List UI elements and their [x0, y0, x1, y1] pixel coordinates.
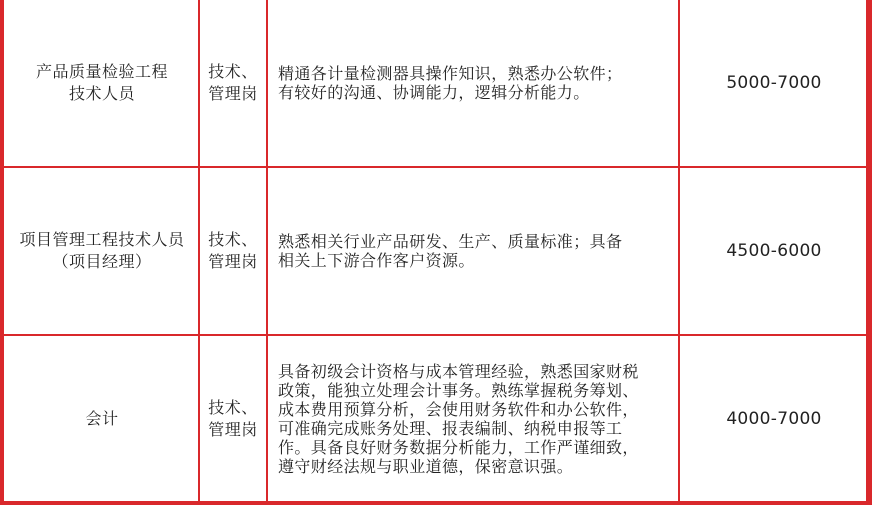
table-row — [4, 336, 866, 501]
category-cell — [200, 168, 266, 334]
column-divider — [198, 0, 200, 501]
column-divider — [678, 0, 680, 501]
salary-cell — [682, 0, 866, 166]
table-border-bottom — [0, 501, 872, 505]
category-line: 管理岗 — [208, 419, 258, 439]
requirements-cell — [270, 336, 678, 501]
requirements-cell — [270, 0, 678, 166]
position-line: （项目经理） — [52, 252, 152, 271]
requirements-line: 可准确完成账务处理、报表编制、纳税申报等工 — [278, 418, 623, 438]
salary-cell — [682, 336, 866, 501]
category-line: 技术、 — [208, 230, 258, 249]
requirements-line: 政策，能独立处理会计事务。熟练掌握税务筹划、 — [278, 380, 639, 400]
position-cell — [4, 0, 200, 166]
position-line: 产品质量检验工程 — [35, 62, 168, 81]
category-line: 技术、 — [208, 62, 258, 81]
category-cell — [200, 0, 266, 166]
position-line: 技术人员 — [68, 84, 135, 103]
salary-cell — [682, 168, 866, 334]
position-line: 项目管理工程技术人员 — [19, 230, 185, 249]
table-border-right — [866, 0, 872, 505]
table-row — [4, 0, 866, 166]
requirements-line: 成本费用预算分析，会使用财务软件和办公软件， — [278, 399, 639, 419]
position-line: 会计 — [85, 408, 119, 428]
requirements-line: 精通各计量检测器具操作知识，熟悉办公软件； — [278, 64, 623, 83]
salary-value: 4000-7000 — [726, 408, 822, 429]
row-divider — [4, 166, 866, 168]
requirements-line: 相关上下游合作客户资源。 — [278, 251, 475, 270]
row-divider — [4, 334, 866, 336]
requirements-line: 熟悉相关行业产品研发、生产、质量标准；具备 — [278, 232, 623, 251]
salary-value: 5000-7000 — [726, 73, 822, 93]
category-line: 管理岗 — [208, 252, 258, 271]
column-divider — [266, 0, 268, 501]
position-cell — [4, 336, 200, 501]
salary-value: 4500-6000 — [726, 241, 822, 261]
requirements-cell — [270, 168, 678, 334]
table-border-left — [0, 0, 4, 505]
category-line: 技术、 — [208, 397, 258, 417]
category-line: 管理岗 — [208, 84, 258, 103]
category-cell — [200, 336, 266, 501]
requirements-line: 作。具备良好财务数据分析能力，工作严谨细致， — [278, 437, 639, 457]
requirements-line: 有较好的沟通、协调能力，逻辑分析能力。 — [278, 83, 590, 102]
table-row — [4, 168, 866, 334]
requirements-line: 遵守财经法规与职业道德，保密意识强。 — [278, 456, 574, 476]
position-cell — [4, 168, 200, 334]
requirements-line: 具备初级会计资格与成本管理经验，熟悉国家财税 — [278, 361, 639, 381]
job-table — [4, 0, 866, 501]
